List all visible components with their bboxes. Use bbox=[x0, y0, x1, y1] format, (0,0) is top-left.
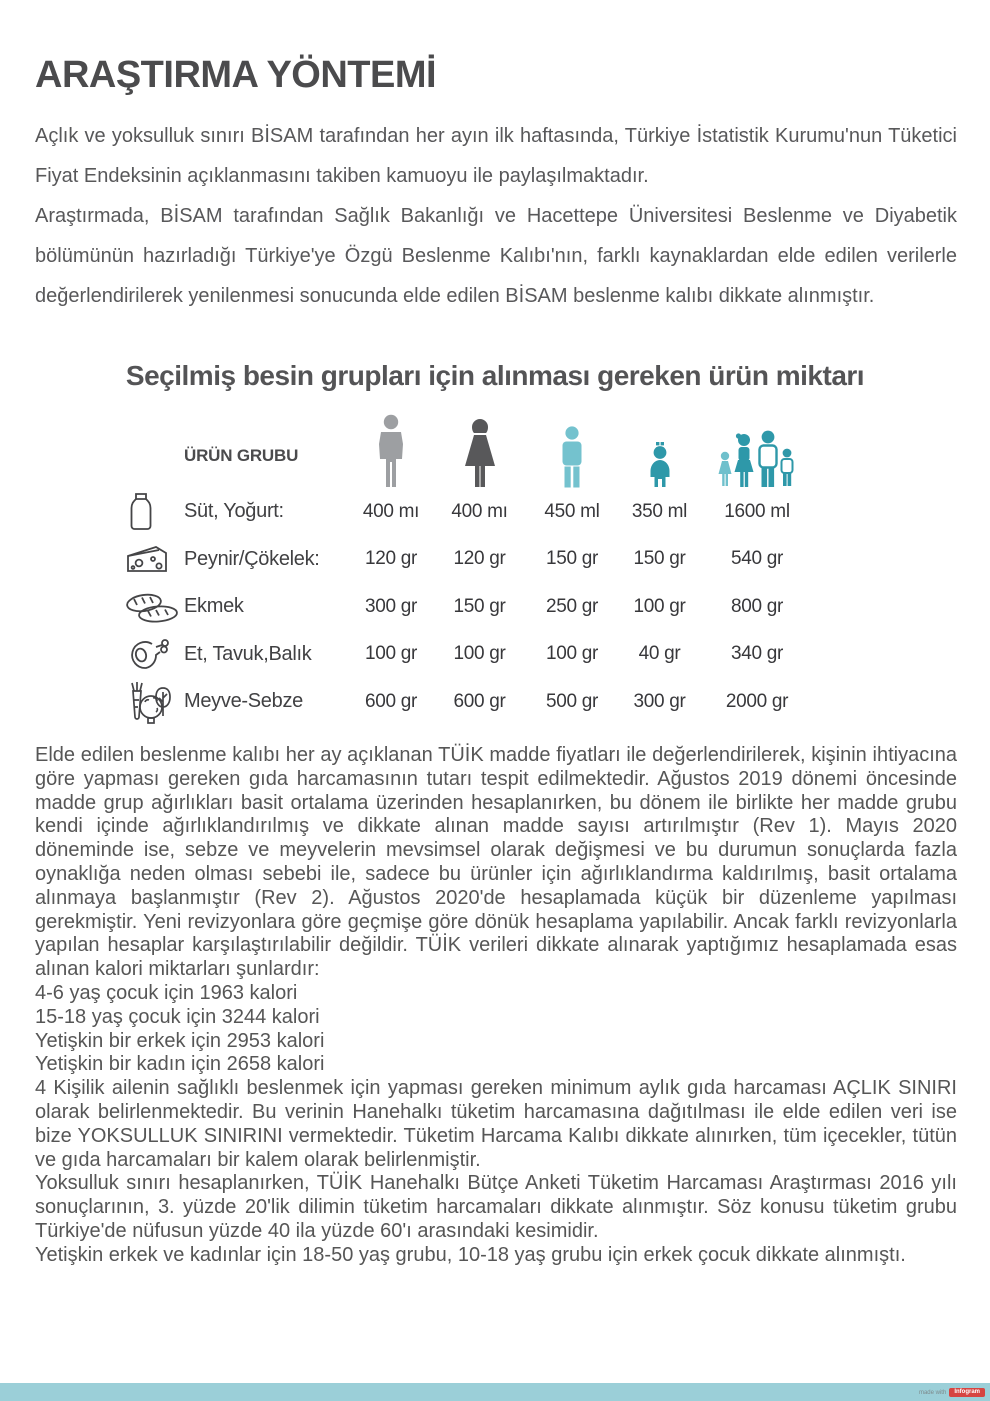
row-label: Peynir/Çökelek: bbox=[184, 547, 320, 570]
value-boy: 250 gr bbox=[545, 595, 599, 617]
intro-paragraphs bbox=[35, 116, 957, 316]
value-baby: 100 gr bbox=[633, 595, 686, 617]
value-woman: 120 gr bbox=[453, 548, 506, 570]
vegetables-icon bbox=[124, 680, 172, 724]
table-row bbox=[122, 488, 868, 536]
value-family: 2000 gr bbox=[725, 690, 789, 712]
body-paragraph-1: Elde edilen beslenme kalıbı her ay açıklanan TÜİK madde fiyatları ile değerlendirilerek, kişinin ihtiyacına göre yapması gereken gıda harcamasının tutarı tespit edilmektedir. Ağustos 2019 dönemi öncesinde madde grup ağırlıkları basit ortalama üzerinden hesaplanırken, bu dönem ile birlikte her madde grubu kendi içinde ağırlıklandırılmış ve dikkate alınan madde sayısı artırılmıştır (Rev 1). Mayıs 2020 döneminde ise, sebze ve meyvelerin mevsimsel olarak değişmesi ve bu durumun sonuçlarda fazla oynaklığa neden olması sebebi ile, sadece bu ürünler için ağırlıklandırma kaldırılmış, basit ortalama alınmaya başlanmıştır (Rev 2). Ağustos 2020'de hesaplamada küçük bir düzenleme yapılması gerekmiştir. Yeni revizyonlara göre geçmişe göre dönük hesaplama yapılabilir. Ancak farklı revizyonlarla yapılan hesaplar karşılaştırılabilir değildir. TÜİK verileri dikkate alınarak yaptığımız hesaplamada esas alınan kalori miktarları şunlardır: bbox=[35, 744, 957, 981]
value-boy: 450 ml bbox=[544, 500, 600, 522]
value-man: 300 gr bbox=[364, 595, 418, 617]
value-boy: 100 gr bbox=[545, 643, 599, 665]
table-header-row bbox=[122, 402, 868, 488]
page-title: ARAŞTIRMA YÖNTEMİ bbox=[35, 54, 437, 96]
family-icon bbox=[717, 428, 797, 488]
value-man: 600 gr bbox=[364, 690, 418, 712]
row-label: Süt, Yoğurt: bbox=[184, 500, 284, 523]
body-paragraph-3: Yoksulluk sınırı hesaplanırken, TÜİK Hanehalkı Bütçe Anketi Tüketim Harcaması Araştırması 2016 yılı sonuçlarının, 3. yüzde 20'lik dilimin tüketim harcamaları dikkate alınmıştır. Söz konusu tüketim grubu Türkiye'de nüfusun yüzde 40 ila yüzde 60'ı arasındaki kesimidir. bbox=[35, 1172, 957, 1242]
calorie-line: 15-18 yaş çocuk için 3244 kalori bbox=[35, 1005, 320, 1028]
row-label: Ekmek bbox=[184, 595, 244, 618]
intro-paragraph-2: Araştırmada, BİSAM tarafından Sağlık Bakanlığı ve Hacettepe Üniversitesi Beslenme ve Diyabetik bölümünün hazırladığı Türkiye'ye Özgü Beslenme Kalıbı'nın, farklı kaynaklardan elde edilen verilerle değerlendirilerek yenilenmesi sonucunda elde edilen BİSAM beslenme kalıbı dikkate alınmıştır. bbox=[35, 205, 957, 307]
watermark-badge[interactable]: Infogram bbox=[949, 1388, 985, 1397]
row-label: Meyve-Sebze bbox=[184, 690, 303, 713]
table-row bbox=[122, 678, 868, 726]
baby-icon bbox=[646, 442, 674, 488]
value-family: 540 gr bbox=[730, 548, 784, 570]
value-baby: 150 gr bbox=[633, 548, 686, 570]
meat-icon bbox=[124, 634, 170, 674]
value-man: 400 mı bbox=[362, 500, 420, 522]
row-label: Et, Tavuk,Balık bbox=[184, 642, 312, 665]
value-man: 100 gr bbox=[364, 643, 418, 665]
value-woman: 400 mı bbox=[451, 500, 508, 522]
value-boy: 150 gr bbox=[545, 548, 599, 570]
intro-paragraph-1: Açlık ve yoksulluk sınırı BİSAM tarafından her ayın ilk haftasında, Türkiye İstatistik Kurumu'nun Tüketici Fiyat Endeksinin açıklanmasını takiben kamuoyu ile paylaşılmaktadır. bbox=[35, 125, 957, 187]
body-paragraph-2: 4 Kişilik ailenin sağlıklı beslenmek için yapması gereken minimum aylık gıda harcaması AÇLIK SINIRI olarak belirlenmektedir. Bu verinin Hanehalkı tüketim harcamasına dağıtılması ile elde edilen veri ise bize YOKSULLUK SINIRINI vermektedir. Tüketim Harcama Kalıbı dikkate alınırken, tüm içecekler, tütün ve gıda harcamaları bir kalem olarak belirlenmiştir. bbox=[35, 1077, 957, 1171]
value-baby: 350 ml bbox=[631, 500, 688, 522]
value-woman: 100 gr bbox=[453, 643, 506, 665]
value-woman: 600 gr bbox=[453, 690, 506, 712]
boy-icon bbox=[556, 426, 588, 488]
calorie-line: 4-6 yaş çocuk için 1963 kalori bbox=[35, 981, 298, 1004]
bottom-accent-band bbox=[0, 1383, 990, 1401]
value-family: 800 gr bbox=[730, 595, 784, 617]
value-family: 340 gr bbox=[730, 643, 784, 665]
table-row bbox=[122, 536, 868, 584]
woman-icon bbox=[458, 418, 502, 488]
value-baby: 300 gr bbox=[633, 690, 686, 712]
bread-icon bbox=[124, 590, 180, 624]
calorie-line: Yetişkin bir erkek için 2953 kalori bbox=[35, 1029, 325, 1052]
food-quantity-table bbox=[122, 402, 868, 726]
watermark bbox=[919, 1388, 985, 1397]
body-paragraph-4: Yetişkin erkek ve kadınlar için 18-50 yaş grubu, 10-18 yaş grubu için erkek çocuk dikkate alınmıştı. bbox=[35, 1243, 906, 1266]
table-row bbox=[122, 583, 868, 631]
value-baby: 40 gr bbox=[638, 643, 681, 665]
cheese-icon bbox=[124, 541, 170, 577]
value-boy: 500 gr bbox=[545, 690, 599, 712]
calorie-line: Yetişkin bir kadın için 2658 kalori bbox=[35, 1053, 325, 1076]
milk-bottle-icon bbox=[124, 492, 158, 532]
infographic-heading: Seçilmiş besin grupları için alınması gereken ürün miktarı bbox=[125, 360, 865, 391]
value-man: 120 gr bbox=[364, 548, 418, 570]
table-row bbox=[122, 631, 868, 679]
man-icon bbox=[372, 414, 410, 488]
watermark-prefix: made with bbox=[918, 1389, 947, 1396]
product-group-header: ÜRÜN GRUBU bbox=[184, 446, 299, 465]
value-woman: 150 gr bbox=[453, 595, 506, 617]
value-family: 1600 ml bbox=[724, 500, 790, 522]
body-paragraphs bbox=[35, 744, 957, 1268]
